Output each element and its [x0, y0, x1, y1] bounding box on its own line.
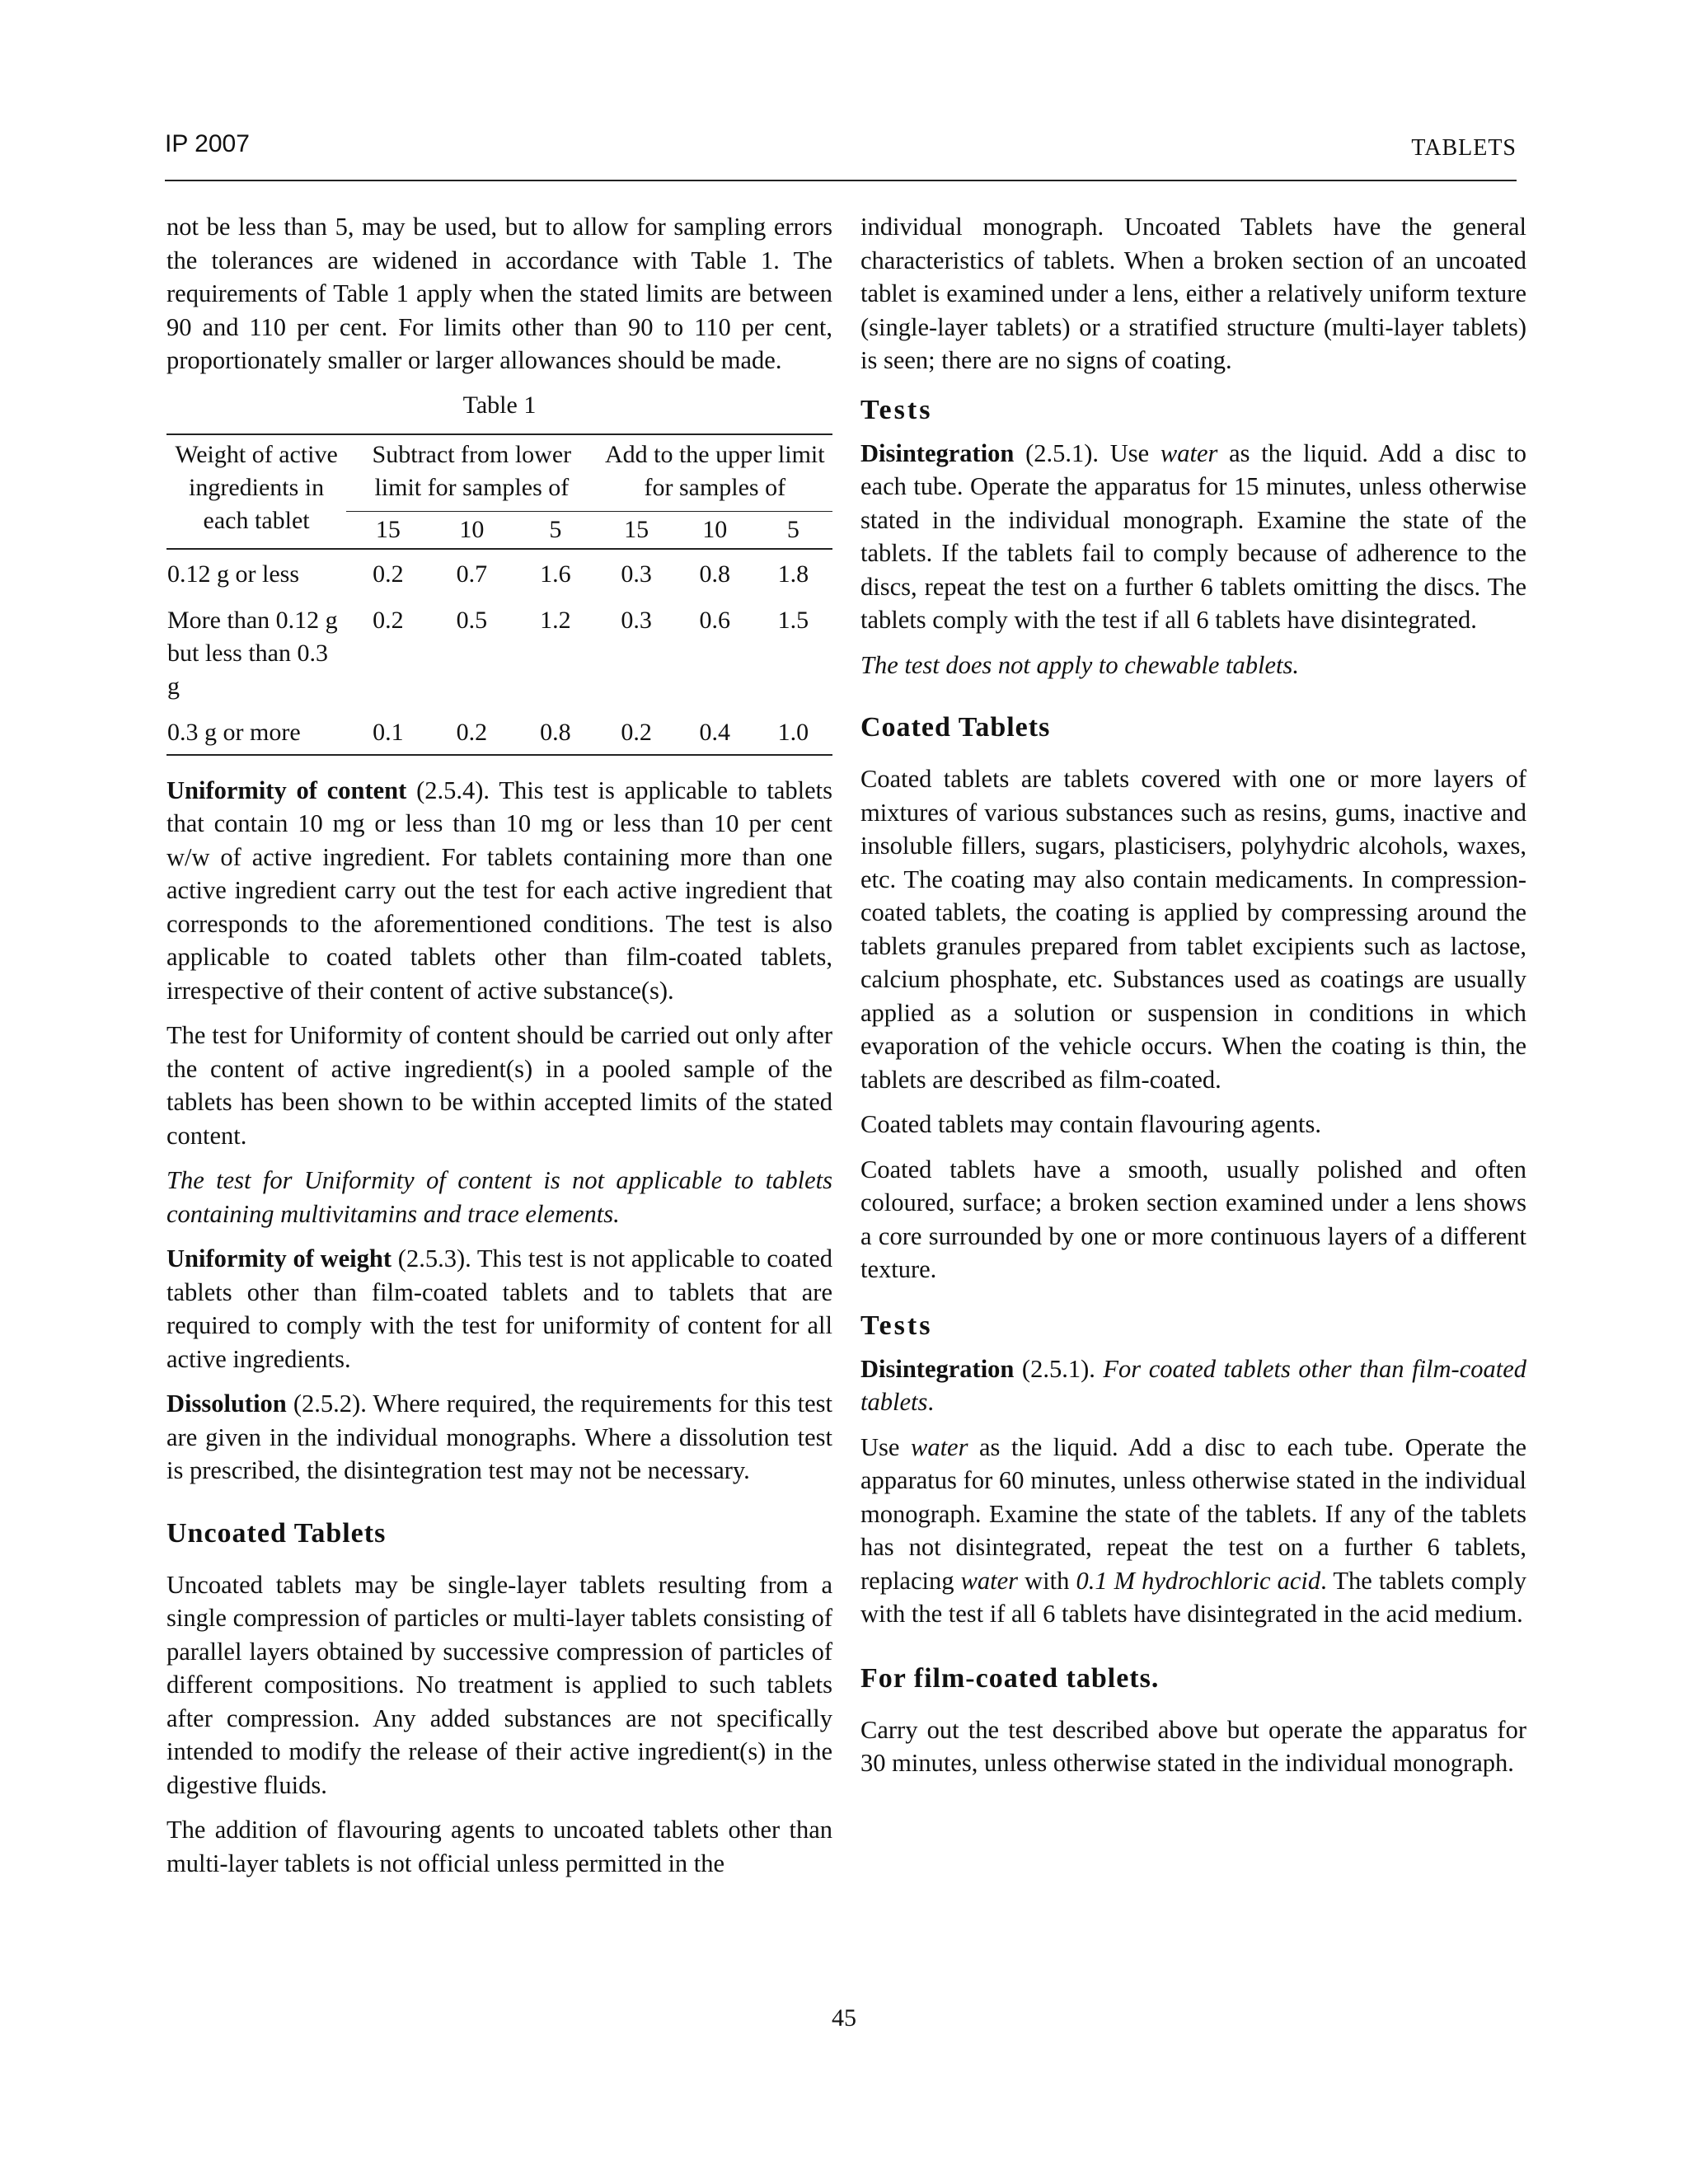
text-run: water [910, 1432, 968, 1461]
table-row-label: 0.3 g or more [166, 708, 346, 755]
table-cell: 1.0 [754, 708, 832, 755]
table-cell: 0.2 [430, 708, 513, 755]
disintegration-uncoated-paragraph [860, 437, 1526, 637]
table-cell: 0.2 [598, 708, 676, 755]
disintegration-term: Disintegration [860, 1354, 1015, 1383]
table-subheader: 10 [430, 511, 513, 549]
table-cell: 0.5 [456, 606, 488, 634]
table-cell: 0.2 [373, 560, 404, 588]
chewable-note: The test does not apply to chewable tablets. [860, 650, 1299, 679]
text-run: (2.5.1). Use [1014, 438, 1160, 467]
coated-flavouring-paragraph: Coated tablets may contain flavouring agents. [860, 1110, 1322, 1138]
table-cell: 0.3 [621, 606, 652, 634]
table-header-weight: Weight of active ingredients in each tablet [166, 434, 346, 549]
header-publication: IP 2007 [165, 130, 250, 157]
table-subheader: 5 [754, 511, 832, 549]
film-coated-heading: For film-coated tablets. [860, 1662, 1160, 1694]
disintegration-term: Disintegration [860, 438, 1015, 467]
uncoated-tablets-heading: Uncoated Tablets [166, 1517, 387, 1549]
table-cell: 0.1 [346, 708, 429, 755]
text-run: . [927, 1388, 934, 1416]
table-cell: 0.2 [373, 606, 404, 634]
table-header-add: Add to the upper limit for samples of [598, 434, 832, 512]
tolerance-table [166, 434, 832, 756]
coated-tablets-paragraph: Coated tablets are tablets covered with one or more layers of mixtures of various substances such as resins, gums, inactive and insoluble fillers, sugars, plasticisers, polyhydric alcohols, waxes, etc. The coating may also contain medicaments. In compression-coated tablets, the coating is applied by compressing around the tablets granules prepared from tablet excipients such as lactose, calcium phosphate, etc. Substances used as coatings are usually applied as a solution or suspension in conditions in which evaporation of the vehicle occurs. When the coating is thin, the tablets are described as film-coated. [860, 765, 1526, 1094]
table-row-label: 0.12 g or less [167, 560, 299, 588]
table-header-subtract: Subtract from lower limit for samples of [346, 434, 597, 512]
right-column [860, 210, 1526, 1792]
text-run: water [960, 1566, 1019, 1595]
table-cell: 0.6 [699, 606, 730, 634]
table-row-label: More than 0.12 g but less than 0.3 g [167, 606, 338, 700]
dissolution-text: (2.5.2). Where required, the requirements for this test are given in the individual monographs. Where a dissolution test is prescribed, the disintegration test may not be necessary. [166, 1390, 832, 1484]
uniformity-of-content-note: The test for Uniformity of content should be carried out only after the content of active ingredient(s) in a pooled sample of the tablets has been shown to be within accepted limits of the stated content. [166, 1021, 832, 1150]
film-coated-paragraph: Carry out the test described above but operate the apparatus for 30 minutes, unless otherwise stated in the individual monograph. [860, 1715, 1526, 1777]
text-run: with [1018, 1566, 1076, 1595]
tests-heading: Tests [860, 394, 933, 425]
table-cell: 1.2 [540, 606, 571, 634]
table-cell: 1.6 [540, 560, 571, 588]
dissolution-term: Dissolution [166, 1390, 287, 1418]
disintegration-coated-paragraph [860, 1352, 1526, 1419]
uniformity-of-content-text: (2.5.4). This test is applicable to tablets that contain 10 mg or less than 10 mg or less than 10 per cent w/w of active ingredient. For tablets containing more than one active ingredient carry out the test for each active ingredient that corresponds to the aforementioned conditions. The test is also applicable to coated tablets other than film-coated tablets, irrespective of their content of active substance(s). [166, 776, 832, 1005]
text-run: as the liquid. Add a disc to each tube. Operate the apparatus for 15 minutes, unless otherwise stated in the individual monograph. Examine the state of the tablets. If the tablets fail to comply because of adherence to the discs, repeat the test on a further 6 tablets omitting the discs. The tablets comply with the test if all 6 tablets have disintegrated. [860, 438, 1527, 634]
text-run: Use [860, 1432, 911, 1461]
left-column [166, 210, 832, 1891]
table-subheader: 5 [513, 511, 597, 549]
coated-appearance-paragraph: Coated tablets have a smooth, usually polished and often coloured, surface; a broken section examined under a lens shows a core surrounded by one or more continuous layers of a different texture. [860, 1155, 1526, 1283]
table-subheader: 15 [598, 511, 676, 549]
table-row [166, 708, 832, 755]
dissolution-paragraph [166, 1387, 832, 1488]
table-row [166, 549, 832, 596]
uniformity-of-content-paragraph [166, 774, 832, 1008]
coated-tablets-heading: Coated Tablets [860, 712, 1051, 743]
table-cell: 0.3 [621, 560, 652, 588]
intro-paragraph: not be less than 5, may be used, but to allow for sampling errors the tolerances are widened in accordance with Table 1. The requirements of Table 1 apply when the stated limits are between 90 and 110 per cent. For limits other than 90 to 110 per cent, proportionately smaller or larger allowances should be made. [166, 213, 832, 374]
table-subheader: 15 [346, 511, 429, 549]
uncoated-continuation-paragraph: individual monograph. Uncoated Tablets have the general characteristics of tablets. When a broken section of an uncoated tablet is examined under a lens, either a relatively uniform texture (single-layer tablets) or a stratified structure (multi-layer tablets) is seen; there are no signs of coating. [860, 213, 1526, 374]
table-cell: 1.8 [777, 560, 809, 588]
text-run: (2.5.1). [1014, 1354, 1104, 1383]
running-header [165, 130, 1517, 181]
uniformity-of-weight-term: Uniformity of weight [166, 1244, 392, 1272]
text-run: as the liquid. Add a disc to each tube. Operate the apparatus for 60 minutes, unless otherwise stated in the individual monograph. Examine the state of the tablets. If any of the tablets has not disintegrated, repeat the test on a further 6 tablets, replacing [860, 1432, 1526, 1595]
text-run: . The tablets comply with the test if all 6 tablets have disintegrated in the acid medium. [860, 1566, 1526, 1628]
table-cell: 0.7 [456, 560, 488, 588]
uniformity-of-content-italic-note: The test for Uniformity of content is not applicable to tablets containing multivitamins and trace elements. [166, 1166, 832, 1228]
page-number: 45 [832, 2004, 856, 2032]
table-cell: 0.8 [513, 708, 597, 755]
uniformity-of-content-term: Uniformity of content [166, 776, 407, 804]
table-cell: 1.5 [777, 606, 809, 634]
disintegration-procedure-paragraph [860, 1431, 1526, 1631]
text-run: For coated tablets other than film-coated tablets [860, 1354, 1526, 1416]
uniformity-of-weight-paragraph [166, 1242, 832, 1376]
table-row [166, 596, 832, 708]
header-section: TABLETS [1411, 135, 1517, 161]
tests-heading: Tests [860, 1310, 933, 1341]
uncoated-tablets-paragraph: Uncoated tablets may be single-layer tablets resulting from a single compression of particles or multi-layer tablets consisting of parallel layers obtained by successive compression of particles of different compositions. No treatment is applied to such tablets after compression. Any added substances are not specifically intended to modify the release of their active ingredient(s) in the digestive fluids. [166, 1570, 832, 1799]
flavouring-paragraph: The addition of flavouring agents to uncoated tablets other than multi-layer tablets is not official unless permitted in the [166, 1816, 832, 1877]
table-subheader: 10 [676, 511, 754, 549]
table-caption: Table 1 [462, 391, 537, 419]
uniformity-of-weight-text: (2.5.3). This test is not applicable to coated tablets other than film-coated tablets and to tablets that are required to comply with the test for uniformity of content for all active ingredients. [166, 1244, 832, 1373]
text-run: 0.1 M hydrochloric acid [1076, 1566, 1321, 1595]
text-run: water [1160, 438, 1218, 467]
table-cell: 0.4 [676, 708, 754, 755]
table-cell: 0.8 [699, 560, 730, 588]
